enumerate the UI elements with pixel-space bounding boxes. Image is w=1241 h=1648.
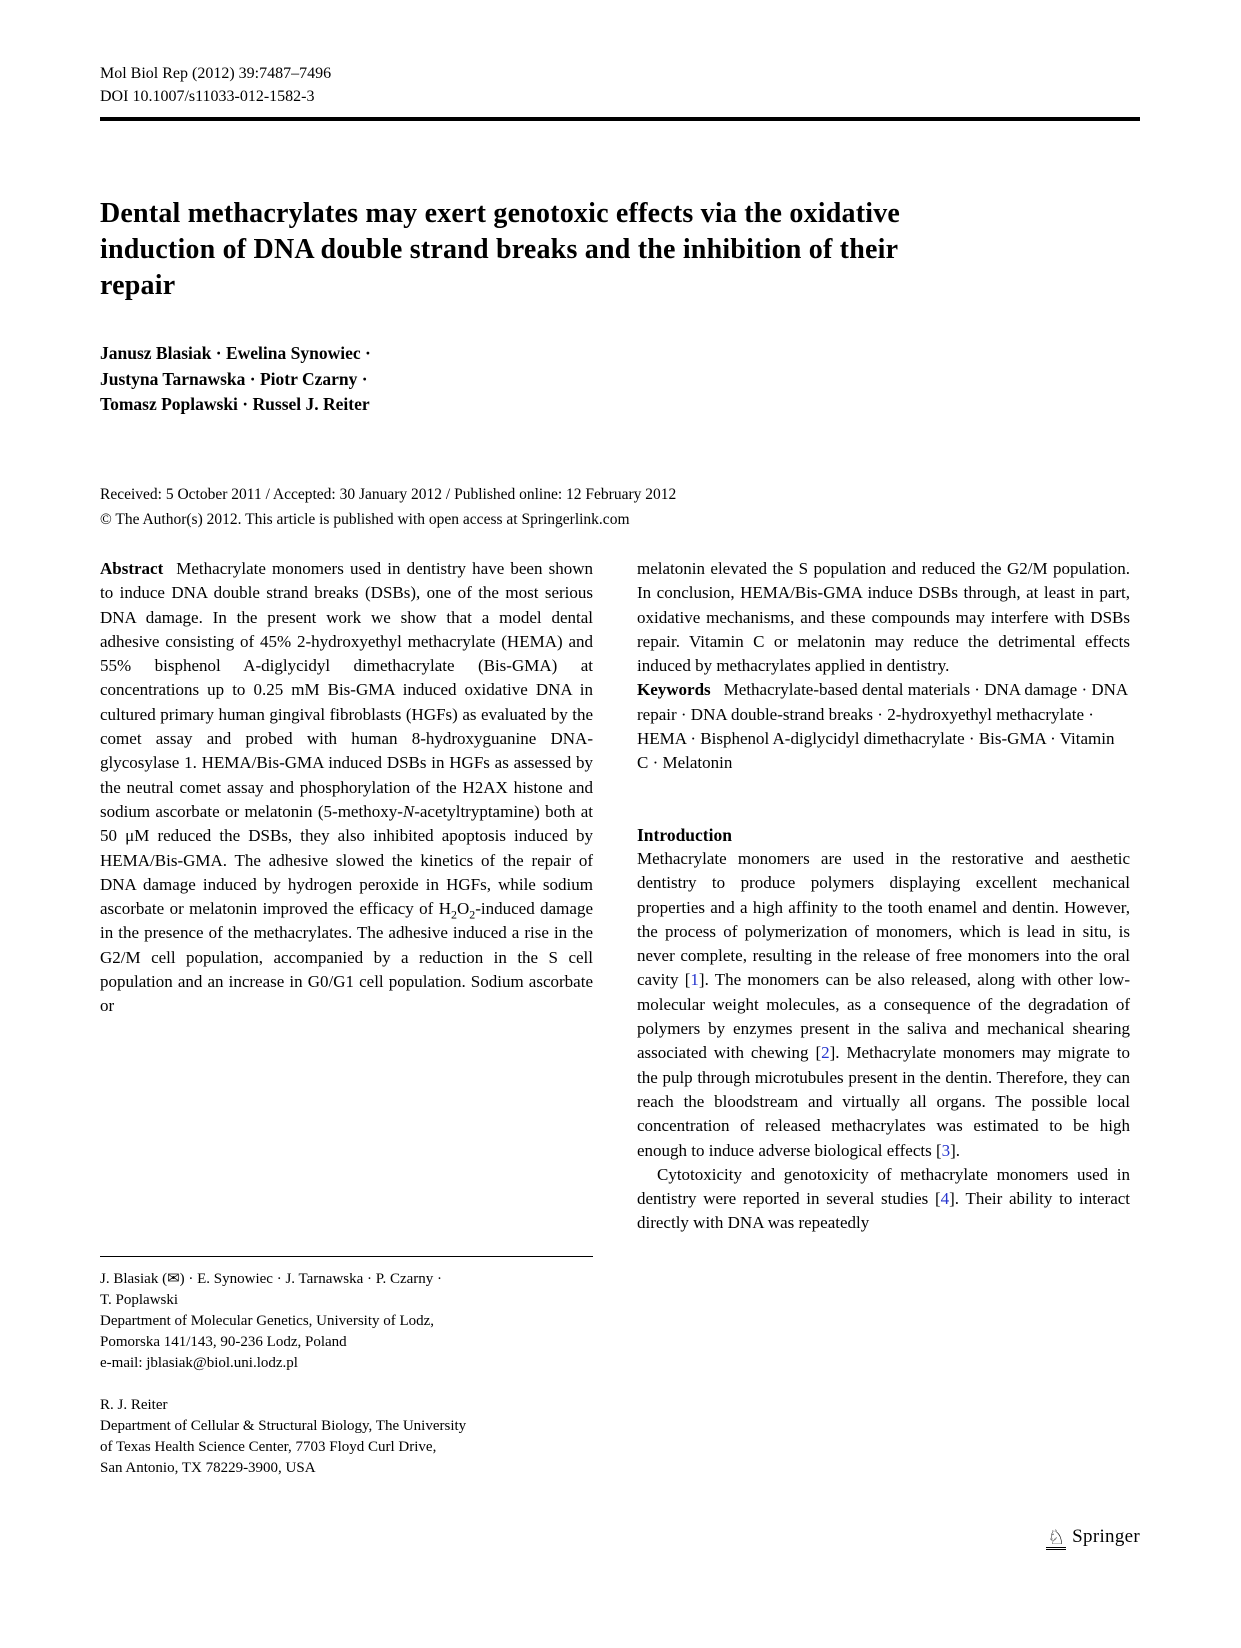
journal-header [100,62,1140,108]
doi: DOI 10.1007/s11033-012-1582-3 [100,88,315,105]
citation-link[interactable]: 1 [690,970,699,990]
authors-line: Tomasz Poplawski · Russel J. Reiter [100,394,370,414]
article-title-line: repair [100,270,176,301]
article-title-line: induction of DNA double strand breaks and the inhibition of their [100,234,899,265]
abstract-continuation: melatonin elevated the S population and reduced the G2/M population. In conclusion, HEMA/Bis-GMA induce DSBs through, at least in part, oxidative mechanisms, and these compounds may interfere with DSBs repair. Vitamin C or melatonin may reduce the detrimental effects induced by methacrylates applied in dentistry. [637,559,1130,676]
footnote-affiliation-1 [100,1269,593,1374]
article-title-line: Dental methacrylates may exert genotoxic effects via the oxidative [100,198,901,229]
footnote-email-line: e-mail: jblasiak@biol.uni.lodz.pl [100,1355,298,1371]
introduction-heading: Introduction [637,824,732,845]
footnote-line: Department of Cellular & Structural Biology, The University [100,1418,467,1434]
citation-link[interactable]: 4 [940,1189,950,1209]
header-rule [100,117,1140,121]
springer-logo-text: Springer [1072,1526,1140,1547]
copyright-line: © The Author(s) 2012. This article is published with open access at Springerlink.com [100,511,630,528]
keywords-text: Methacrylate-based dental materials · DNA damage · DNA repair · DNA double-strand breaks · 2-hydroxyethyl methacrylate · HEMA · Bisphenol A-diglycidyl dimethacrylate · Bis-GMA · Vitamin C · Melatonin [637,680,1128,773]
footnote-line: R. J. Reiter [100,1397,168,1413]
footnote-line: San Antonio, TX 78229-3900, USA [100,1460,316,1476]
footnote-line: Department of Molecular Genetics, University of Lodz, [100,1313,435,1329]
footnote-line: J. Blasiak (✉) · E. Synowiec · J. Tarnawska · P. Czarny · [100,1271,443,1287]
keywords-paragraph [637,678,1130,775]
footnote-line: Pomorska 141/143, 90-236 Lodz, Poland [100,1334,347,1350]
footnote-line: T. Poplawski [100,1292,179,1308]
received-line: Received: 5 October 2011 / Accepted: 30 January 2012 / Published online: 12 February 2012 [100,486,677,503]
keywords-label: Keywords [637,680,711,700]
springer-logo [960,1526,1140,1550]
footnote-line: of Texas Health Science Center, 7703 Floyd Curl Drive, [100,1439,437,1455]
abstract-label: Abstract [100,559,164,578]
left-column [100,557,593,1019]
right-column [637,557,1130,1236]
article-title [100,196,1060,304]
footnote-affiliation-2 [100,1395,593,1479]
authors-line: Janusz Blasiak · Ewelina Synowiec · [100,343,371,363]
authors-block [100,341,700,418]
intro-paragraph-2: Cytotoxicity and genotoxicity of methacrylate monomers used in dentistry were reported in several studies [4]. Their ability to interact directly with DNA was repeatedly [637,1164,1131,1233]
footnote-block [100,1256,593,1479]
citation-link[interactable]: 2 [821,1043,830,1063]
journal-ref: Mol Biol Rep (2012) 39:7487–7496 [100,65,332,82]
authors-line: Justyna Tarnawska · Piotr Czarny · [100,368,368,389]
abstract-paragraph [100,557,593,1019]
footnote-separator [100,1256,593,1257]
springer-horse-icon: ♘ [1047,1525,1066,1549]
citation-link[interactable]: 3 [941,1140,951,1160]
abstract-text: Methacrylate monomers used in dentistry have been shown to induce DNA double strand breaks (DSBs), one of the most serious DNA damage. In the present work we show that a model dental adhesive consisting of 45% 2-hydroxyethyl methacrylate (HEMA) and 55% bisphenol A-diglycidyl dimethacrylate (Bis-GMA) at concentrations up to 0.25 mM Bis-GMA induced oxidative DNA in cultured primary human gingival fibroblasts (HGFs) as evaluated by the comet assay and probed with human 8-hydroxyguanine DNA-glycosylase 1. HEMA/Bis-GMA induced DSBs in HGFs as assessed by the neutral comet assay and phosphorylation of the H2AX histone and sodium ascorbate or melatonin (5-methoxy-N-acetyltryptamine) both at 50 μM reduced the DSBs, they also inhibited apoptosis induced by HEMA/Bis-GMA. The adhesive slowed the kinetics of the repair of DNA damage induced by hydrogen peroxide in HGFs, while sodium ascorbate or melatonin improved the efficacy of $H_2O_2$-induced damage in the presence of the methacrylates. The adhesive induced a rise in the G2/M cell population, accompanied by a reduction in the S cell population and an increase in G0/G1 cell population. Sodium ascorbate or [100,559,593,1016]
publication-meta [100,482,1000,532]
intro-paragraph-1: Methacrylate monomers are used in the restorative and aesthetic dentistry to produce polymers displaying excellent mechanical properties and a high affinity to the tooth enamel and dentin. However, the process of polymerization of monomers, which is lead in situ, is never complete, resulting in the release of free monomers into the oral cavity [1]. The monomers can be also released, along with other low-molecular weight molecules, as a consequence of the degradation of polymers by enzymes present in the saliva and mechanical shearing associated with chewing [2]. Methacrylate monomers may migrate to the pulp through microtubules present in the dentin. Therefore, they can reach the bloodstream and virtually all organs. The possible local concentration of released methacrylates was estimated to be high enough to induce adverse biological effects [3]. [637,848,1130,1160]
